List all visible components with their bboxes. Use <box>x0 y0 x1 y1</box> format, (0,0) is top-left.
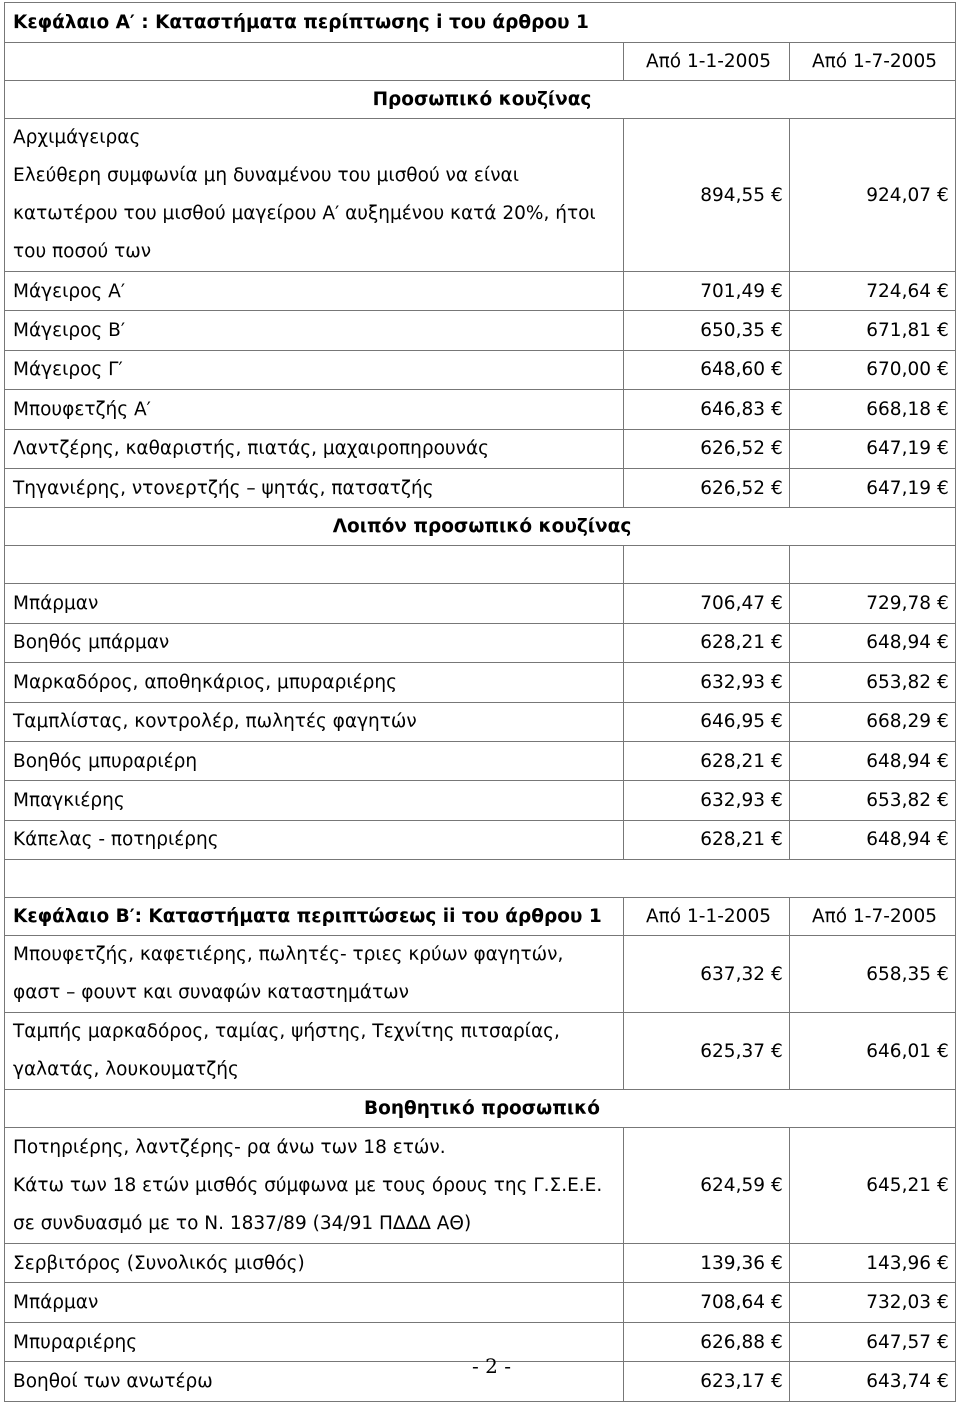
euro-sign: € <box>771 671 783 693</box>
euro-sign: € <box>937 1370 949 1392</box>
amount-value: 894,55 <box>700 184 765 206</box>
euro-sign: € <box>771 359 783 381</box>
col-header-2 <box>790 43 956 81</box>
amount-value: 671,81 <box>866 320 931 342</box>
other-staff-value-1 <box>624 781 790 820</box>
spacer-cell <box>790 546 956 584</box>
euro-sign: € <box>771 438 783 460</box>
euro-sign: € <box>771 963 783 985</box>
euro-sign: € <box>937 750 949 772</box>
spacer-cell <box>624 546 790 584</box>
amount-value: 647,19 <box>866 477 931 499</box>
other-staff-label-text: Μπαγκιέρης <box>13 789 125 811</box>
amount-value: 626,52 <box>700 477 765 499</box>
section-other-row <box>5 508 956 546</box>
aux-row-value-1 <box>624 1362 790 1401</box>
amount-value: 653,82 <box>866 789 931 811</box>
kitchen-row-label <box>5 468 624 507</box>
spacer-row <box>5 860 956 898</box>
other-staff-row <box>5 702 956 741</box>
other-staff-row <box>5 584 956 623</box>
kitchen-row-value-1 <box>624 429 790 468</box>
wage-table-body <box>5 3 956 1402</box>
other-staff-label <box>5 584 624 623</box>
euro-sign: € <box>937 671 949 693</box>
amount-value: 632,93 <box>700 671 765 693</box>
other-staff-row <box>5 663 956 702</box>
other-staff-row <box>5 623 956 662</box>
spacer-cell <box>5 546 624 584</box>
aux-row-value-1 <box>624 1283 790 1322</box>
amount-value: 646,95 <box>700 711 765 733</box>
euro-sign: € <box>771 1175 783 1197</box>
kitchen-row-label-text: Λαντζέρης, καθαριστής, πιατάς, μαχαιροπηρουνάς <box>13 438 490 460</box>
amount-value: 648,94 <box>866 632 931 654</box>
euro-sign: € <box>771 1331 783 1353</box>
aux-row-label <box>5 1283 624 1322</box>
other-staff-label <box>5 820 624 859</box>
amount-value: 670,00 <box>866 359 931 381</box>
aux-row-label <box>5 1362 624 1401</box>
other-staff-value-1 <box>624 663 790 702</box>
chapter-b-row-value-1 <box>624 1013 790 1090</box>
euro-sign: € <box>771 1292 783 1314</box>
other-staff-value-1 <box>624 741 790 780</box>
euro-sign: € <box>771 320 783 342</box>
other-staff-label <box>5 663 624 702</box>
section-aux <box>5 1090 956 1128</box>
amount-value: 626,52 <box>700 438 765 460</box>
kitchen-row-value-1 <box>624 272 790 311</box>
aux-multi-row <box>5 1128 956 1244</box>
kitchen-row <box>5 272 956 311</box>
kitchen-row-label <box>5 272 624 311</box>
label-line: σε συνδυασμό με το Ν. 1837/89 (34/91 ΠΔΔΔ ΑΘ) <box>13 1212 472 1234</box>
amount-value: 143,96 <box>866 1252 931 1274</box>
col-header-1 <box>624 43 790 81</box>
euro-sign: € <box>771 184 783 206</box>
label-line: Μπουφετζής, καφετιέρης, πωλητές- τριες κρύων φαγητών, <box>13 944 564 966</box>
euro-sign: € <box>771 632 783 654</box>
kitchen-row-label-text: Μάγειρος Β′ <box>13 320 126 342</box>
other-staff-row <box>5 781 956 820</box>
section-other <box>5 508 956 546</box>
amount-value: 647,19 <box>866 438 931 460</box>
aux-multi-value-2 <box>790 1128 956 1244</box>
aux-row-value-1 <box>624 1244 790 1283</box>
aux-row-label <box>5 1244 624 1283</box>
label-line: Ελεύθερη συμφωνία μη δυναμένου του μισθού να είναι <box>13 165 519 186</box>
amount-value: 708,64 <box>700 1292 765 1314</box>
amount-value: 628,21 <box>700 750 765 772</box>
aux-row-label-text: Βοηθοί των ανωτέρω <box>13 1370 213 1392</box>
amount-value: 668,18 <box>866 398 931 420</box>
other-staff-value-1 <box>624 702 790 741</box>
kitchen-row-value-2 <box>790 468 956 507</box>
euro-sign: € <box>771 477 783 499</box>
aux-multi-value-1 <box>624 1128 790 1244</box>
section-other-text: Λοιπόν προσωπικό κουζίνας <box>332 516 632 538</box>
aux-row-value-2 <box>790 1283 956 1322</box>
label-line: του ποσού των <box>13 241 152 262</box>
euro-sign: € <box>937 789 949 811</box>
amount-value: 628,21 <box>700 632 765 654</box>
other-staff-value-2 <box>790 702 956 741</box>
euro-sign: € <box>937 1252 949 1274</box>
other-staff-label-text: Ταμπλίστας, κοντρολέρ, πωλητές φαγητών <box>13 711 417 733</box>
label-line: γαλατάς, λουκουματζής <box>13 1059 239 1081</box>
head-chef-value-1 <box>624 119 790 272</box>
euro-sign: € <box>937 632 949 654</box>
kitchen-row <box>5 350 956 389</box>
euro-sign: € <box>937 477 949 499</box>
kitchen-row-value-2 <box>790 311 956 350</box>
amount-value: 648,94 <box>866 750 931 772</box>
amount-value: 668,29 <box>866 711 931 733</box>
euro-sign: € <box>771 1252 783 1274</box>
label-line: Αρχιμάγειρας <box>13 127 141 148</box>
euro-sign: € <box>771 789 783 811</box>
euro-sign: € <box>937 359 949 381</box>
head-chef-row <box>5 119 956 272</box>
aux-row-label-text: Μπάρμαν <box>13 1292 99 1314</box>
euro-sign: € <box>771 593 783 615</box>
other-staff-label-text: Μπάρμαν <box>13 593 99 615</box>
euro-sign: € <box>937 320 949 342</box>
col-header-2-text: Από 1-7-2005 <box>812 51 937 72</box>
euro-sign: € <box>771 1040 783 1062</box>
amount-value: 650,35 <box>700 320 765 342</box>
chapter-a-title-text: Κεφάλαιο Α′ : Καταστήματα περίπτωσης i του άρθρου 1 <box>13 12 589 33</box>
amount-value: 624,59 <box>700 1175 765 1197</box>
chapter-b-row <box>5 936 956 1013</box>
aux-row-value-2 <box>790 1362 956 1401</box>
aux-row-label <box>5 1322 624 1361</box>
other-staff-value-1 <box>624 820 790 859</box>
amount-value: 628,21 <box>700 829 765 851</box>
kitchen-row-value-2 <box>790 350 956 389</box>
other-staff-label-text: Βοηθός μπυραριέρη <box>13 750 198 772</box>
amount-value: 729,78 <box>866 593 931 615</box>
euro-sign: € <box>937 280 949 302</box>
amount-value: 653,82 <box>866 671 931 693</box>
chapter-b-title-text: Κεφάλαιο Β′: Καταστήματα περιπτώσεως ii του άρθρου 1 <box>13 906 602 928</box>
amount-value: 632,93 <box>700 789 765 811</box>
aux-multi-label <box>5 1128 624 1244</box>
other-staff-label-text: Μαρκαδόρος, αποθηκάριος, μπυραριέρης <box>13 671 397 693</box>
kitchen-row-label <box>5 311 624 350</box>
spacer-cell <box>5 860 956 898</box>
label-line: φαστ – φουντ και συναφών καταστημάτων <box>13 982 409 1004</box>
euro-sign: € <box>937 1175 949 1197</box>
kitchen-row-value-2 <box>790 390 956 429</box>
amount-value: 648,94 <box>866 829 931 851</box>
euro-sign: € <box>771 829 783 851</box>
amount-value: 139,36 <box>700 1252 765 1274</box>
col-header-2 <box>790 898 956 936</box>
section-kitchen-text: Προσωπικό κουζίνας <box>372 89 592 110</box>
euro-sign: € <box>771 1370 783 1392</box>
head-chef-value-2 <box>790 119 956 272</box>
amount-value: 623,17 <box>700 1370 765 1392</box>
other-staff-value-2 <box>790 781 956 820</box>
head-chef-label <box>5 119 624 272</box>
euro-sign: € <box>937 184 949 206</box>
chapter-b-row-value-1 <box>624 936 790 1013</box>
other-staff-value-1 <box>624 623 790 662</box>
other-staff-label <box>5 623 624 662</box>
chapter-b-row-label <box>5 1013 624 1090</box>
amount-value: 646,01 <box>866 1040 931 1062</box>
amount-value: 701,49 <box>700 280 765 302</box>
chapter-a-title-row <box>5 3 956 43</box>
other-staff-row <box>5 820 956 859</box>
kitchen-row-label <box>5 429 624 468</box>
other-staff-label <box>5 741 624 780</box>
section-aux-row <box>5 1090 956 1128</box>
euro-sign: € <box>937 593 949 615</box>
section-kitchen-row <box>5 81 956 119</box>
chapter-b-row <box>5 1013 956 1090</box>
amount-value: 643,74 <box>866 1370 931 1392</box>
amount-value: 924,07 <box>866 184 931 206</box>
aux-row <box>5 1283 956 1322</box>
euro-sign: € <box>771 280 783 302</box>
euro-sign: € <box>937 829 949 851</box>
label-line: κατωτέρου του μισθού μαγείρου Α′ αυξημένου κατά 20%, ήτοι <box>13 203 596 224</box>
amount-value: 626,88 <box>700 1331 765 1353</box>
euro-sign: € <box>937 1331 949 1353</box>
kitchen-row-label-text: Τηγανιέρης, ντονερτζής – ψητάς, πατσατζής <box>13 477 434 499</box>
amount-value: 706,47 <box>700 593 765 615</box>
kitchen-row-label <box>5 390 624 429</box>
euro-sign: € <box>937 963 949 985</box>
page-number: - 2 - <box>472 1354 511 1378</box>
euro-sign: € <box>771 711 783 733</box>
chapter-b-title <box>5 898 624 936</box>
amount-value: 732,03 <box>866 1292 931 1314</box>
aux-row-label-text: Σερβιτόρος (Συνολικός μισθός) <box>13 1252 305 1274</box>
euro-sign: € <box>937 711 949 733</box>
chapter-b-row-label <box>5 936 624 1013</box>
col-header-1-text: Από 1-1-2005 <box>646 51 771 72</box>
kitchen-row-value-2 <box>790 272 956 311</box>
other-staff-value-2 <box>790 820 956 859</box>
amount-value: 647,57 <box>866 1331 931 1353</box>
chapter-b-row-value-2 <box>790 1013 956 1090</box>
aux-row-value-2 <box>790 1322 956 1361</box>
kitchen-row-value-1 <box>624 350 790 389</box>
kitchen-row-label <box>5 350 624 389</box>
label-line: Ποτηριέρης, λαντζέρης- ρα άνω των 18 ετών. <box>13 1136 446 1158</box>
aux-row-value-1 <box>624 1322 790 1361</box>
kitchen-row-label-text: Μάγειρος Α′ <box>13 280 126 302</box>
amount-value: 658,35 <box>866 963 931 985</box>
euro-sign: € <box>937 1292 949 1314</box>
other-staff-value-2 <box>790 623 956 662</box>
other-staff-label-text: Βοηθός μπάρμαν <box>13 632 170 654</box>
aux-row-label-text: Μπυραριέρης <box>13 1331 138 1353</box>
other-staff-value-1 <box>624 584 790 623</box>
spacer-row <box>5 546 956 584</box>
kitchen-row-value-2 <box>790 429 956 468</box>
euro-sign: € <box>771 398 783 420</box>
other-staff-value-2 <box>790 741 956 780</box>
amount-value: 724,64 <box>866 280 931 302</box>
euro-sign: € <box>937 1040 949 1062</box>
kitchen-row <box>5 429 956 468</box>
col-header-1-text: Από 1-1-2005 <box>646 906 771 928</box>
other-staff-value-2 <box>790 663 956 702</box>
blank-cell <box>5 43 624 81</box>
kitchen-row <box>5 468 956 507</box>
col-header-1 <box>624 898 790 936</box>
kitchen-row-value-1 <box>624 311 790 350</box>
amount-value: 648,60 <box>700 359 765 381</box>
kitchen-row-value-1 <box>624 468 790 507</box>
chapter-a-title <box>5 3 956 43</box>
other-staff-label-text: Κάπελας - ποτηριέρης <box>13 829 219 851</box>
amount-value: 646,83 <box>700 398 765 420</box>
other-staff-value-2 <box>790 584 956 623</box>
kitchen-row-label-text: Μάγειρος Γ′ <box>13 359 123 381</box>
col-header-2-text: Από 1-7-2005 <box>812 906 937 928</box>
chapter-b-title-row <box>5 898 956 936</box>
wage-table <box>4 2 956 1402</box>
other-staff-row <box>5 741 956 780</box>
chapter-b-row-value-2 <box>790 936 956 1013</box>
other-staff-label <box>5 702 624 741</box>
euro-sign: € <box>771 750 783 772</box>
chapter-a-header-row <box>5 43 956 81</box>
amount-value: 645,21 <box>866 1175 931 1197</box>
euro-sign: € <box>937 438 949 460</box>
euro-sign: € <box>937 398 949 420</box>
label-line: Κάτω των 18 ετών μισθός σύμφωνα με τους όρους της Γ.Σ.Ε.Ε. <box>13 1174 603 1196</box>
label-line: Ταμπής μαρκαδόρος, ταμίας, ψήστης, Τεχνίτης πιτσαρίας, <box>13 1021 560 1043</box>
kitchen-row <box>5 390 956 429</box>
other-staff-label <box>5 781 624 820</box>
kitchen-row <box>5 311 956 350</box>
aux-row-value-2 <box>790 1244 956 1283</box>
amount-value: 637,32 <box>700 963 765 985</box>
aux-row <box>5 1244 956 1283</box>
kitchen-row-value-1 <box>624 390 790 429</box>
kitchen-row-label-text: Μπουφετζής Α′ <box>13 398 151 420</box>
section-aux-text: Βοηθητικό προσωπικό <box>364 1098 600 1120</box>
amount-value: 625,37 <box>700 1040 765 1062</box>
document-page <box>4 2 955 1402</box>
section-kitchen <box>5 81 956 119</box>
